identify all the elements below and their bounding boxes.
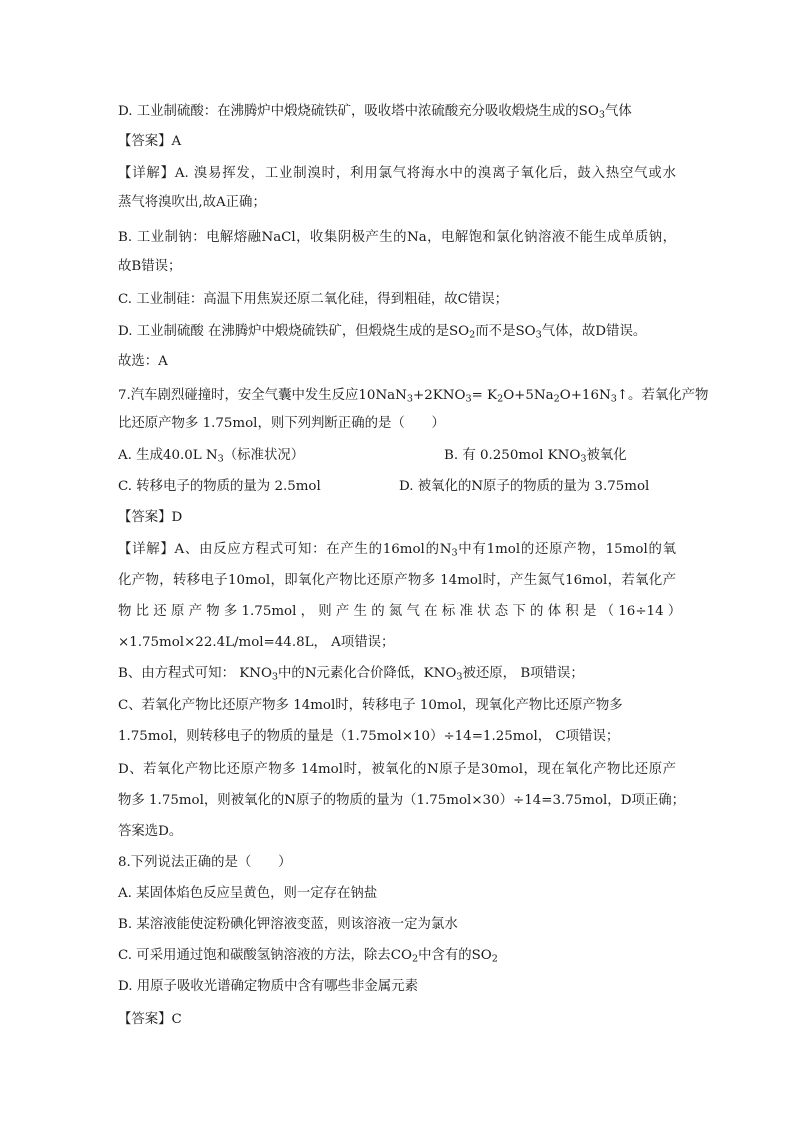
q8-answer: 【答案】C xyxy=(118,1012,182,1027)
q7-stem: 7.汽车剧烈碰撞时，安全气囊中发生反应$10NaN_3+2KNO_3=$ $K_2O+5Na_2O+16N_3↑$。若氧化产物 xyxy=(118,388,709,405)
prev-detail-b: 故B错误； xyxy=(118,259,182,274)
q7-option-c: C. 转移电子的物质的量为 2.5mol xyxy=(118,479,321,494)
prev-detail-d: D. 工业制硫酸 在沸腾炉中煅烧硫铁矿，但煅烧生成的是$SO_2$而不是$SO_3$气体，故D错误。 xyxy=(118,324,647,341)
q7-option-a: A. 生成40.0L $N_3$（标准状况） xyxy=(118,448,305,465)
q7-detail-line: 物 比 还 原 产 物 多 1.75mol ， 则 产 生 的 氮 气 在 标 准 状 态 下 的 体 积 是 （ 16÷14 ） xyxy=(118,604,682,619)
prev-detail-c: C. 工业制硅：高温下用焦炭还原二氧化硅，得到粗硅，故C错误； xyxy=(118,292,509,307)
q8-option-d: D. 用原子吸收光谱确定物质中含有哪些非金属元素 xyxy=(118,979,418,994)
q7-choice: 答案选D。 xyxy=(118,824,183,839)
q7-stem-cont: 比还原产物多 1.75mol，则下列判断正确的是（ ） xyxy=(118,416,445,431)
prev-option-d: D. 工业制硫酸：在沸腾炉中煅烧硫铁矿，吸收塔中浓硫酸充分吸收煅烧生成的$SO_3$气体 xyxy=(118,104,632,121)
q7-detail-c: C、若氧化产物比还原产物多 14mol时，转移电子 10mol，现氧化产物比还原产物多 xyxy=(118,698,623,713)
prev-detail-b: B. 工业制钠：电解熔融NaCl，收集阴极产生的Na，电解饱和氯化钠溶液不能生成单质钠， xyxy=(118,230,676,245)
q7-detail-c: 1.75mol，则转移电子的物质的量是（1.75mol×10）÷14=1.25mol， C项错误； xyxy=(118,729,620,744)
q8-option-b: B. 某溶液能使淀粉碘化钾溶液变蓝，则该溶液一定为氯水 xyxy=(118,917,458,932)
prev-detail-line: 【详解】A. 溴易挥发，工业制溴时，利用氯气将海水中的溴离子氧化后，鼓入热空气或水 xyxy=(118,166,676,181)
q7-option-d: D. 被氧化的N原子的物质的量为 3.75mol xyxy=(399,479,650,494)
q7-detail-d: D、若氧化产物比还原产物多 14mol时，被氧化的N原子是30mol，现在氧化产物比还原产 xyxy=(118,762,676,777)
q7-answer: 【答案】D xyxy=(118,510,183,525)
prev-answer: 【答案】A xyxy=(118,134,182,149)
q8-option-a: A. 某固体焰色反应呈黄色，则一定存在钠盐 xyxy=(118,886,378,901)
q7-detail-line: ×1.75mol×22.4L/mol=44.8L， A项错误； xyxy=(118,635,395,650)
q7-option-b: B. 有 0.250mol $KNO_3$被氧化 xyxy=(444,448,627,465)
q7-detail-line: 化产物，转移电子10mol，即氧化产物比还原产物多 14mol时，产生氮气16mol，若氧化产 xyxy=(118,573,676,588)
q8-stem: 8.下列说法正确的是（ ） xyxy=(118,855,292,870)
prev-detail-line: 蒸气将溴吹出,故A正确； xyxy=(118,195,266,210)
q8-option-c: C. 可采用通过饱和碳酸氢钠溶液的方法，除去$CO_2$中含有的$SO_2$ xyxy=(118,948,498,965)
q7-detail-b: B、由方程式可知： $KNO_3$中的N元素化合价降低，$KNO_3$被还原， B项错误； xyxy=(118,666,584,683)
q7-detail-d: 物多 1.75mol，则被氧化的N原子的物质的量为（1.75mol×30）÷14=3.75mol，D项正确； xyxy=(118,793,686,808)
q7-detail-line: 【详解】A、由反应方程式可知：在产生的16mol的$N_3$中有1mol的还原产物，15mol的氧 xyxy=(118,542,676,559)
prev-choice: 故选：A xyxy=(118,354,168,369)
